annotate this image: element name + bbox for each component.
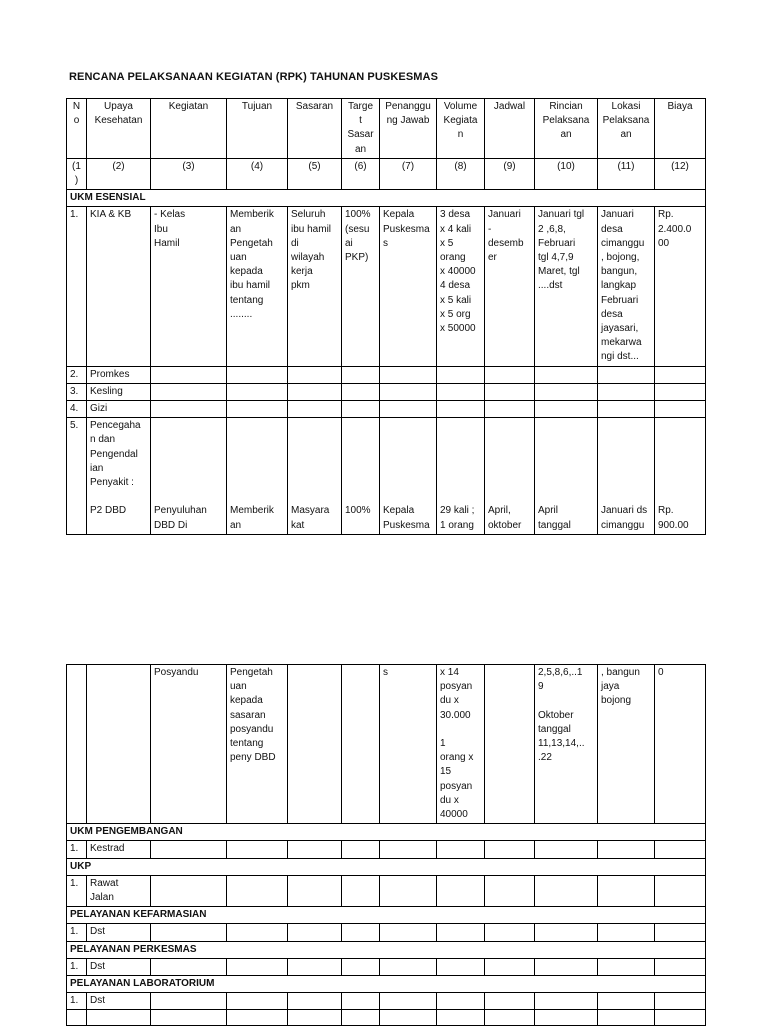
cell-upaya: Pencegaha n dan Pengendal ian Penyakit : P2 DBD bbox=[87, 418, 151, 535]
cell-pj: Kepala Puskesma s bbox=[380, 207, 437, 366]
section-row bbox=[67, 824, 706, 841]
cell-volume: 3 desa x 4 kali x 5 orang x 40000 4 desa x 5 kali x 5 org x 50000 bbox=[437, 207, 485, 366]
cell-jadwal: Januari - desemb er bbox=[485, 207, 535, 366]
cell-no: 1. bbox=[67, 875, 87, 906]
cell-target: 100% bbox=[342, 418, 380, 535]
cell-upaya: Dst bbox=[87, 924, 151, 941]
table-row bbox=[67, 924, 706, 941]
header-biaya: Biaya bbox=[655, 99, 706, 159]
section-row bbox=[67, 941, 706, 958]
section-row bbox=[67, 858, 706, 875]
section-row bbox=[67, 976, 706, 993]
rpk-table-page2 bbox=[66, 664, 706, 1026]
column-number-row bbox=[67, 158, 706, 189]
col-number: (3) bbox=[151, 158, 227, 189]
table-row bbox=[67, 401, 706, 418]
cell-tujuan: Memberik an Pengetah uan kepada ibu hamil tentang ........ bbox=[227, 207, 288, 366]
table-row-p2 bbox=[67, 418, 706, 535]
table-row bbox=[67, 875, 706, 906]
section-row bbox=[67, 190, 706, 207]
cell-kegiatan: Posyandu bbox=[151, 665, 227, 824]
col-number: (9) bbox=[485, 158, 535, 189]
section-perkesmas: PELAYANAN PERKESMAS bbox=[67, 941, 706, 958]
cell-sasaran: Masyara kat bbox=[288, 418, 342, 535]
section-ukm-pengembangan: UKM PENGEMBANGAN bbox=[67, 824, 706, 841]
cell-lokasi: , bangun jaya bojong bbox=[598, 665, 655, 824]
cell-lokasi: Januari ds cimanggu bbox=[598, 418, 655, 535]
cell-sasaran: Seluruh ibu hamil di wilayah kerja pkm bbox=[288, 207, 342, 366]
table-row-kia bbox=[67, 207, 706, 366]
table-row bbox=[67, 841, 706, 858]
section-kefarmasian: PELAYANAN KEFARMASIAN bbox=[67, 907, 706, 924]
cell-upaya: Kestrad bbox=[87, 841, 151, 858]
header-sasaran: Sasaran bbox=[288, 99, 342, 159]
cell-no: 5. bbox=[67, 418, 87, 535]
cell-no: 4. bbox=[67, 401, 87, 418]
cell-jadwal: April, oktober bbox=[485, 418, 535, 535]
cell-biaya: Rp. 900.00 bbox=[655, 418, 706, 535]
cell-rincian: April tanggal bbox=[535, 418, 598, 535]
section-ukp: UKP bbox=[67, 858, 706, 875]
cell-lokasi: Januari desa cimanggu , bojong, bangun, langkap Februari desa jayasari, mekarwa ngi dst... bbox=[598, 207, 655, 366]
cell-upaya: Kesling bbox=[87, 383, 151, 400]
col-number: (12) bbox=[655, 158, 706, 189]
document-title: RENCANA PELAKSANAAN KEGIATAN (RPK) TAHUNAN PUSKESMAS bbox=[69, 71, 439, 83]
table-row bbox=[67, 366, 706, 383]
header-kegiatan: Kegiatan bbox=[151, 99, 227, 159]
cell-upaya: Rawat Jalan bbox=[87, 875, 151, 906]
cell-no: 1. bbox=[67, 958, 87, 975]
col-number: (7) bbox=[380, 158, 437, 189]
cell-pj: Kepala Puskesma bbox=[380, 418, 437, 535]
col-number: (2) bbox=[87, 158, 151, 189]
cell-upaya: Gizi bbox=[87, 401, 151, 418]
cell-pj: s bbox=[380, 665, 437, 824]
cell-tujuan: Pengetah uan kepada sasaran posyandu tentang peny DBD bbox=[227, 665, 288, 824]
rpk-table-page1 bbox=[66, 98, 706, 535]
header-upaya: Upaya Kesehatan bbox=[87, 99, 151, 159]
header-row bbox=[67, 99, 706, 159]
cell-target: 100% (sesu ai PKP) bbox=[342, 207, 380, 366]
table-row-continuation bbox=[67, 665, 706, 824]
cell-no: 1. bbox=[67, 841, 87, 858]
cell-upaya: Promkes bbox=[87, 366, 151, 383]
cell-rincian: Januari tgl 2 ,6,8, Februari tgl 4,7,9 Maret, tgl ....dst bbox=[535, 207, 598, 366]
col-number: (10) bbox=[535, 158, 598, 189]
col-number: (6) bbox=[342, 158, 380, 189]
header-lokasi: Lokasi Pelaksana an bbox=[598, 99, 655, 159]
col-number: (5) bbox=[288, 158, 342, 189]
cell-tujuan: Memberik an bbox=[227, 418, 288, 535]
cell-upaya: KIA & KB bbox=[87, 207, 151, 366]
cell-no: 3. bbox=[67, 383, 87, 400]
cell-rincian: 2,5,8,6,..1 9 Oktober tanggal 11,13,14,.. .22 bbox=[535, 665, 598, 824]
table-row bbox=[67, 383, 706, 400]
section-ukm-esensial: UKM ESENSIAL bbox=[67, 190, 706, 207]
section-laboratorium: PELAYANAN LABORATORIUM bbox=[67, 976, 706, 993]
cell-no: 1. bbox=[67, 207, 87, 366]
cell-no: 1. bbox=[67, 993, 87, 1010]
col-number: (4) bbox=[227, 158, 288, 189]
cell-volume: 29 kali ; 1 orang bbox=[437, 418, 485, 535]
col-number: (1 ) bbox=[67, 158, 87, 189]
cell-biaya: Rp. 2.400.0 00 bbox=[655, 207, 706, 366]
header-target: Targe t Sasar an bbox=[342, 99, 380, 159]
cell-biaya: 0 bbox=[655, 665, 706, 824]
cell-kegiatan: - Kelas Ibu Hamil bbox=[151, 207, 227, 366]
col-number: (8) bbox=[437, 158, 485, 189]
header-tujuan: Tujuan bbox=[227, 99, 288, 159]
header-rincian: Rincian Pelaksana an bbox=[535, 99, 598, 159]
table-row bbox=[67, 958, 706, 975]
cell-volume: x 14 posyan du x 30.000 1 orang x 15 posyan du x 40000 bbox=[437, 665, 485, 824]
cell-no: 1. bbox=[67, 924, 87, 941]
col-number: (11) bbox=[598, 158, 655, 189]
cell-upaya: Dst bbox=[87, 993, 151, 1010]
header-pj: Penanggu ng Jawab bbox=[380, 99, 437, 159]
header-no: N o bbox=[67, 99, 87, 159]
cell-kegiatan: Penyuluhan DBD Di bbox=[151, 418, 227, 535]
header-volume: Volume Kegiata n bbox=[437, 99, 485, 159]
cell-upaya: Dst bbox=[87, 958, 151, 975]
header-jadwal: Jadwal bbox=[485, 99, 535, 159]
cell-no: 2. bbox=[67, 366, 87, 383]
table-row bbox=[67, 993, 706, 1010]
section-row bbox=[67, 907, 706, 924]
